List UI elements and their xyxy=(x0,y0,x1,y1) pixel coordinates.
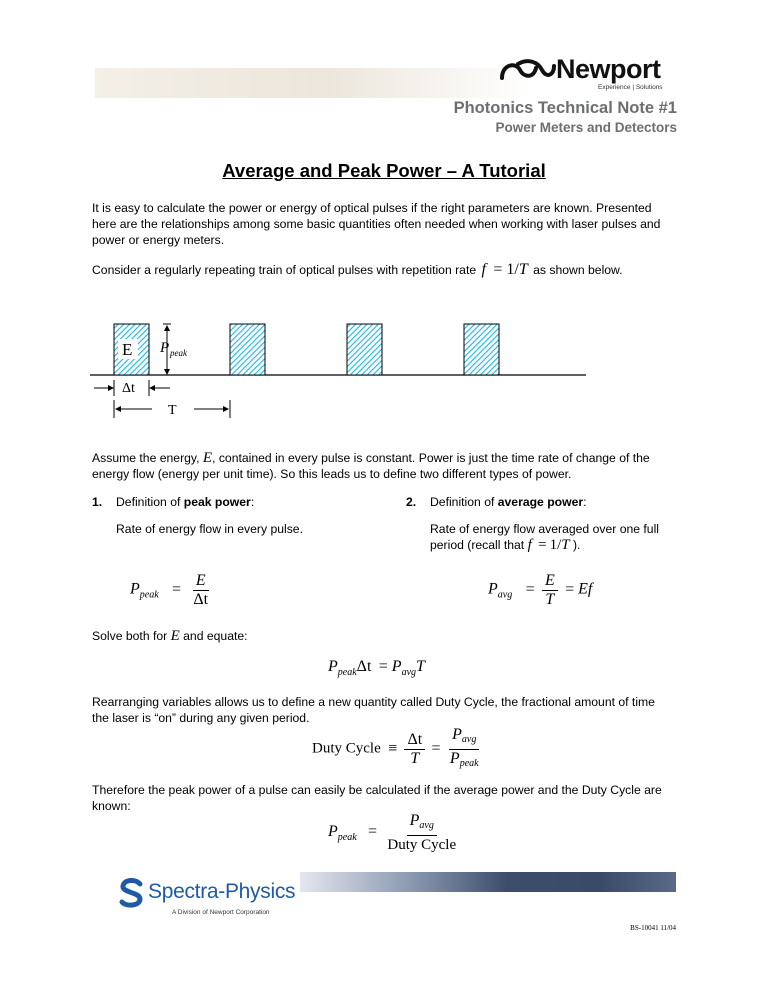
arrow-right-icon xyxy=(108,385,114,391)
assume-text-after: , contained in every pulse is constant. Power is just the time rate of change of the xyxy=(212,451,650,465)
pulse-train-diagram xyxy=(88,314,688,424)
intro-line-2: here are the relationships among some basic quantities often needed when working with laser pulses and xyxy=(92,217,661,231)
energy-label: E xyxy=(122,340,133,359)
duty-cycle-formula: Duty Cycle ≡ $\frac{\Delta t}{T}$ = $\frac{P_{avg}}{P_{peak}}$ xyxy=(312,726,479,769)
arrow-up-icon xyxy=(164,325,170,331)
pulse-2 xyxy=(230,324,265,375)
energy-symbol: E xyxy=(202,450,213,466)
average-power-formula: $P_{avg}$ = $\frac{E}{T}$ = Ef xyxy=(488,572,593,608)
assume-paragraph xyxy=(92,450,692,482)
document-number: BS-10041 11/04 xyxy=(630,924,676,932)
newport-tagline: Experience | Solutions xyxy=(598,84,663,91)
footer-band xyxy=(300,872,676,892)
definition-peak-power: 1. Definition of peak power: xyxy=(92,495,255,509)
spectra-physics-logo-icon xyxy=(118,878,146,908)
intro-paragraph xyxy=(92,200,692,248)
newport-logo xyxy=(498,52,668,94)
arrow-down-icon xyxy=(164,369,170,375)
definition-average-desc: Rate of energy flow averaged over one full period (recall that f = 1/T ). xyxy=(430,522,659,553)
arrow-left-icon xyxy=(115,406,121,412)
intro-line-1: It is easy to calculate the power or energy of optical pulses if the right parameters are known. Presented xyxy=(92,201,652,215)
rearrange-paragraph: Rearranging variables allows us to define a new quantity called Duty Cycle, the fractional amount of time the laser is “on” during any given period. xyxy=(92,695,655,725)
period-label: T xyxy=(168,403,177,418)
pulse-3 xyxy=(347,324,382,375)
newport-logo-icon xyxy=(498,56,558,86)
note-subtitle: Power Meters and Detectors xyxy=(495,120,677,135)
intro-line-3: power or energy meters. xyxy=(92,233,225,247)
definition-average-power: 2. Definition of average power: xyxy=(406,495,587,509)
peak-power-formula: $P_{peak}$ = $\frac{E}{\Delta t}$ xyxy=(130,572,209,608)
definition-peak-desc: Rate of energy flow in every pulse. xyxy=(116,522,303,536)
peak-from-duty-formula: $P_{peak}$ = $\frac{P_{avg}}{\text{Duty Cycle}}$ xyxy=(328,812,457,853)
assume-line-2: energy flow (energy per unit time). So this leads us to define two different types of power. xyxy=(92,467,572,481)
note-title: Photonics Technical Note #1 xyxy=(453,99,677,117)
spectra-physics-tagline: A Division of Newport Corporation xyxy=(172,909,270,916)
repetition-rate-formula: f = 1/T xyxy=(481,261,528,278)
peak-power-label: P xyxy=(160,340,170,356)
therefore-paragraph: Therefore the peak power of a pulse can easily be calculated if the average power and the Duty Cycle are known: xyxy=(92,783,662,813)
peak-power-subscript: peak xyxy=(170,348,187,358)
consider-paragraph xyxy=(92,262,623,278)
page-title: Average and Peak Power – A Tutorial xyxy=(222,160,546,181)
pulse-4 xyxy=(464,324,499,375)
spectra-physics-brand: Spectra-Physics xyxy=(148,880,296,903)
equated-formula: $P_{peak}\Delta t = P_{avg}T$ xyxy=(328,658,425,678)
arrow-left-icon xyxy=(149,385,155,391)
consider-text-after: as shown below. xyxy=(533,263,623,277)
consider-text-before: Consider a regularly repeating train of optical pulses with repetition rate xyxy=(92,263,477,277)
solve-paragraph: Solve both for E and equate: xyxy=(92,628,248,644)
spectra-physics-logo xyxy=(118,876,308,920)
arrow-right-icon xyxy=(223,406,229,412)
newport-brand: Newport xyxy=(556,54,661,84)
delta-t-label: Δt xyxy=(122,381,135,396)
assume-text-before: Assume the energy, xyxy=(92,451,200,465)
